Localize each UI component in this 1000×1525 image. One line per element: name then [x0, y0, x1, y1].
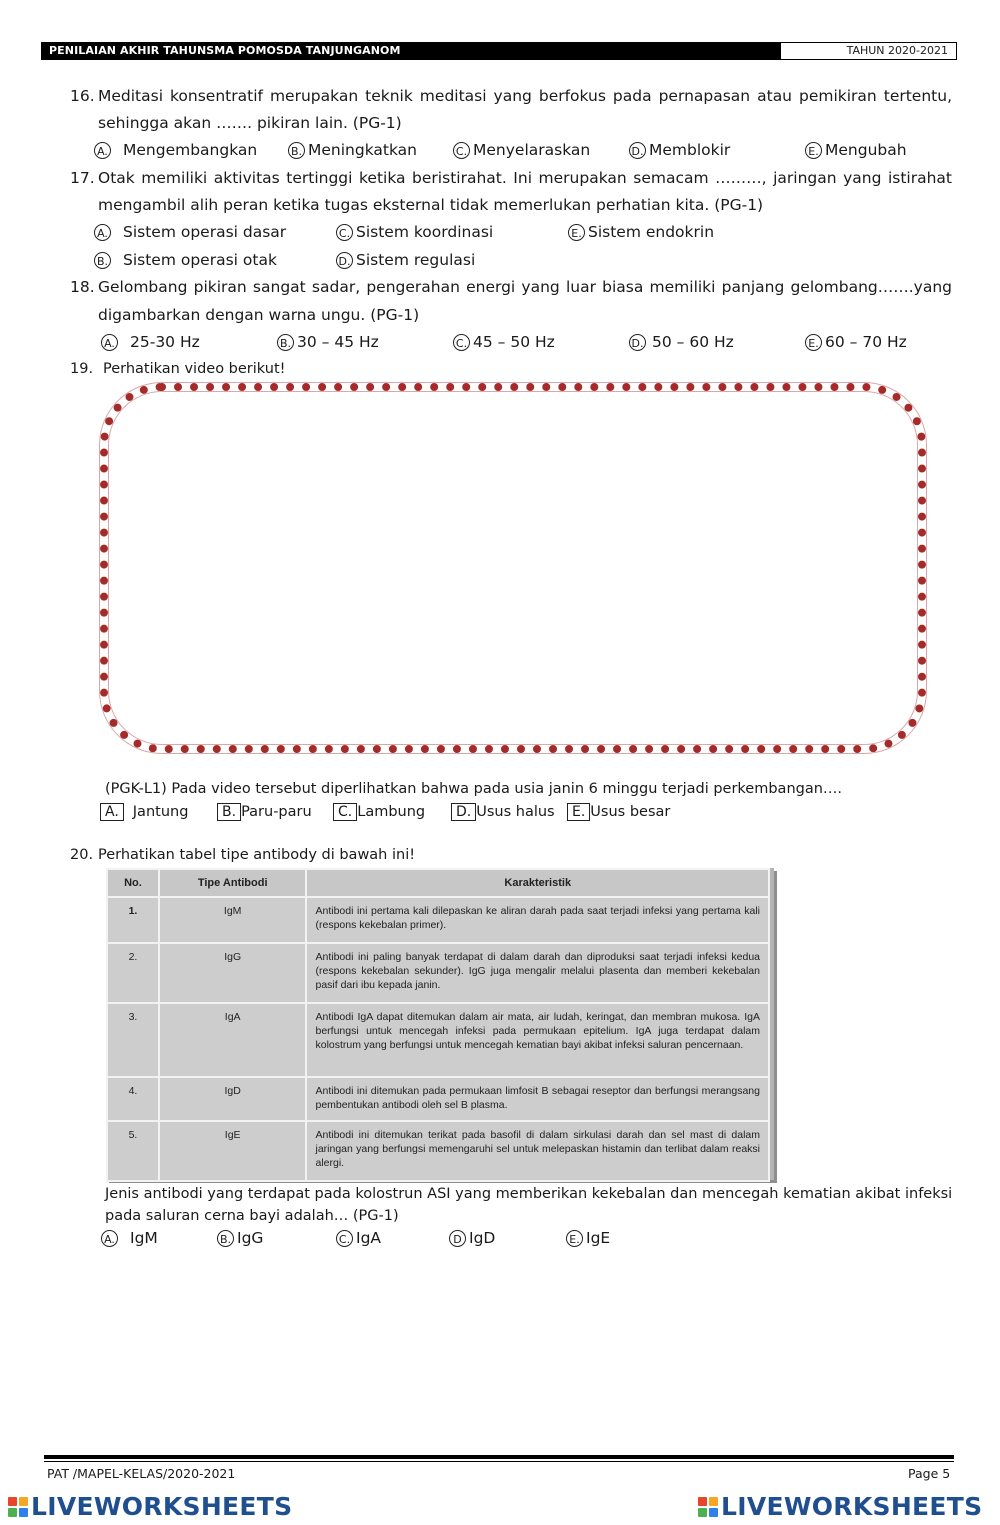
q20-option-b[interactable]: B. IgG: [217, 1228, 263, 1248]
footer-rule-thin: [44, 1461, 954, 1462]
q20-option-a[interactable]: A. IgM: [101, 1228, 158, 1248]
table-header-row: [107, 869, 769, 897]
q16-line1: 16. Meditasi konsentratif merupakan teknik meditasi yang berfokus pada pernapasan atau pemikiran tertentu,: [70, 87, 952, 105]
table-cell-no: 5.: [107, 1121, 159, 1181]
q16-option-b[interactable]: B. Meningkatkan: [288, 140, 417, 160]
q18-line2: digambarkan dengan warna ungu. (PG-1): [98, 306, 420, 324]
q18-line1: 18. Gelombang pikiran sangat sadar, pengerahan energi yang luar biasa memiliki panjang gelombang…….yang: [70, 278, 952, 296]
brand-tiles-icon: [8, 1497, 28, 1517]
q17-option-c[interactable]: C. Sistem koordinasi: [336, 222, 493, 242]
brand-tiles-icon: [698, 1497, 718, 1517]
q20-option-c[interactable]: C. IgA: [336, 1228, 381, 1248]
table-cell-desc: Antibodi ini paling banyak terdapat di dalam darah dan diproduksi saat terjadi infeksi kedua (respons kekebalan sekunder). IgG juga mengalir melalui plasenta dan memberi kekebalan pasif dari ibu kepada janin.: [306, 943, 769, 1003]
q16-option-d[interactable]: D. Memblokir: [629, 140, 730, 160]
q19-question: (PGK-L1) Pada video tersebut diperlihatkan bahwa pada usia janin 6 minggu terjadi perkembangan….: [105, 781, 843, 797]
table-cell-no: 4.: [107, 1077, 159, 1121]
q20-number: 20.: [70, 847, 94, 863]
brand-logo-left[interactable]: [8, 1492, 292, 1521]
q16-number: 16.: [70, 87, 95, 105]
table-header-characteristic: Karakteristik: [306, 869, 769, 897]
q18-option-a[interactable]: A. 25-30 Hz: [101, 332, 200, 352]
q19-option-c[interactable]: C. Lambung: [333, 802, 425, 822]
q17-line2: mengambil alih peran ketika tugas eksternal tidak memerlukan perhatian kita. (PG-1): [98, 196, 764, 214]
table-row: [107, 897, 769, 943]
footer-rule: [44, 1455, 954, 1459]
q19-option-d[interactable]: D. Usus halus: [451, 802, 555, 822]
header-title: PENILAIAN AKHIR TAHUNSMA POMOSDA TANJUNGANOM: [41, 42, 780, 60]
q18-option-b[interactable]: B. 30 – 45 Hz: [277, 332, 379, 352]
video-frame[interactable]: [100, 383, 926, 753]
table-cell-type: IgD: [159, 1077, 307, 1121]
table-cell-type: IgE: [159, 1121, 307, 1181]
q18-number: 18.: [70, 278, 95, 296]
q19-number: 19.: [70, 361, 94, 377]
table-cell-desc: Antibodi ini ditemukan pada permukaan limfosit B sebagai reseptor dan berfungsi merangsang pembentukan antibodi oleh sel B plasma.: [306, 1077, 769, 1121]
q17-option-a[interactable]: A. Sistem operasi dasar: [94, 222, 286, 242]
table-cell-desc: Antibodi ini pertama kali dilepaskan ke aliran darah pada saat terjadi infeksi yang pertama kali (respons kekebalan primer).: [306, 897, 769, 943]
footer-page: Page 5: [908, 1466, 951, 1481]
q16-option-a[interactable]: A. Mengembangkan: [94, 140, 257, 160]
table-header-type: Tipe Antibodi: [159, 869, 307, 897]
table-cell-type: IgG: [159, 943, 307, 1003]
q18-option-c[interactable]: C. 45 – 50 Hz: [453, 332, 555, 352]
q20-question-line2: pada saluran cerna bayi adalah… (PG-1): [105, 1208, 399, 1224]
q16-option-c[interactable]: C. Menyelaraskan: [453, 140, 590, 160]
q19-intro: 19. Perhatikan video berikut!: [70, 361, 286, 377]
table-header-no: No.: [107, 869, 159, 897]
q17-option-b[interactable]: B. Sistem operasi otak: [94, 250, 277, 270]
q19-option-a[interactable]: A. Jantung: [100, 802, 188, 822]
q20-question-line1: Jenis antibodi yang terdapat pada kolostrun ASI yang memberikan kekebalan dan mencegah kematian akibat infeksi: [105, 1186, 953, 1202]
brand-name: LIVEWORKSHEETS: [31, 1492, 293, 1521]
q17-option-e[interactable]: E. Sistem endokrin: [568, 222, 714, 242]
q18-option-e[interactable]: E. 60 – 70 Hz: [805, 332, 907, 352]
table-row: [107, 1077, 769, 1121]
q17-number: 17.: [70, 169, 95, 187]
q18-option-d[interactable]: D. 50 – 60 Hz: [629, 332, 734, 352]
brand-logo-right[interactable]: [698, 1492, 982, 1521]
table-row: [107, 1003, 769, 1077]
table-row: [107, 1121, 769, 1181]
q17-option-d[interactable]: D. Sistem regulasi: [336, 250, 475, 270]
footer-left: PAT /MAPEL-KELAS/2020-2021: [47, 1466, 236, 1481]
table-cell-no: 2.: [107, 943, 159, 1003]
table-cell-type: IgA: [159, 1003, 307, 1077]
q16-option-e[interactable]: E. Mengubah: [805, 140, 907, 160]
table-cell-desc: Antibodi ini ditemukan terikat pada basofil di dalam sirkulasi darah dan sel mast di dalam jaringan yang berfungsi memengaruhi sel untuk melepaskan histamin dan terlibat dalam reaksi alergi.: [306, 1121, 769, 1181]
q20-option-d[interactable]: D IgD: [449, 1228, 495, 1248]
q16-line2: sehingga akan ……. pikiran lain. (PG-1): [98, 114, 402, 132]
table-cell-no: 3.: [107, 1003, 159, 1077]
table-row: [107, 943, 769, 1003]
header-year: TAHUN 2020-2021: [780, 42, 957, 60]
table-cell-type: IgM: [159, 897, 307, 943]
table-cell-no: 1.: [107, 897, 159, 943]
brand-name: LIVEWORKSHEETS: [721, 1492, 983, 1521]
q19-option-e[interactable]: E. Usus besar: [567, 802, 670, 822]
antibody-table: [106, 868, 774, 1180]
q17-line1: 17. Otak memiliki aktivitas tertinggi ketika beristirahat. Ini merupakan semacam ………, jaringan yang istirahat: [70, 169, 952, 187]
q20-intro: 20. Perhatikan tabel tipe antibody di bawah ini!: [70, 847, 416, 863]
q19-option-b[interactable]: B. Paru-paru: [217, 802, 312, 822]
q20-option-e[interactable]: E. IgE: [566, 1228, 610, 1248]
table-cell-desc: Antibodi IgA dapat ditemukan dalam air mata, air ludah, keringat, dan membran mukosa. IgA berfungsi untuk mencegah infeksi pada permukaan epitelium. IgA juga terdapat dalam kolostrum yang berfungsi untuk mencegah kematian bayi akibat infeksi saluran pencernaan.: [306, 1003, 769, 1077]
